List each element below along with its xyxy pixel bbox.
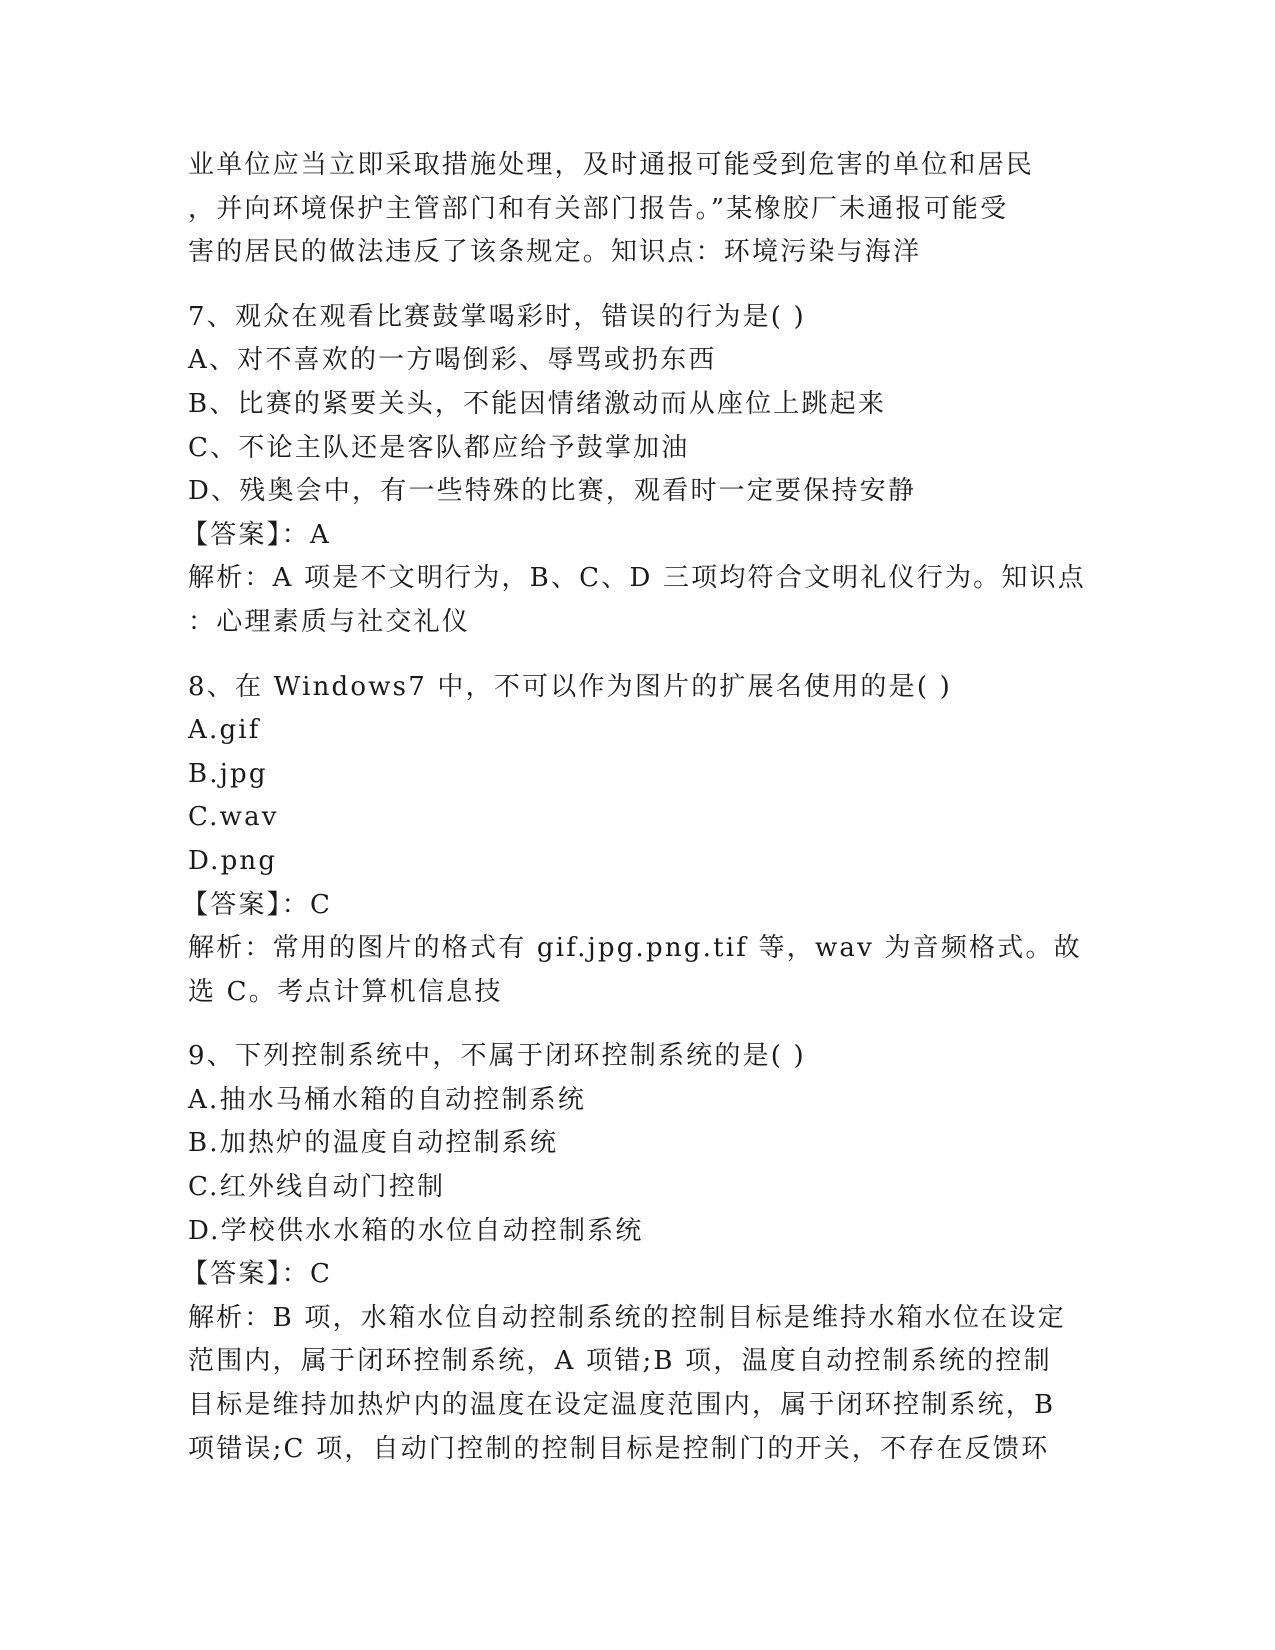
option-a: A.抽水马桶水箱的自动控制系统	[188, 1084, 587, 1115]
option-d: D.学校供水水箱的水位自动控制系统	[188, 1215, 644, 1246]
analysis-line: 解析：B 项，水箱水位自动控制系统的控制目标是维持水箱水位在设定	[188, 1302, 1066, 1333]
analysis-line: 解析：A 项是不文明行为，B、C、D 三项均符合文明礼仪行为。知识点	[188, 563, 1086, 594]
option-d: D、残奥会中，有一些特殊的比赛，观看时一定要保持安静	[188, 476, 917, 507]
answer-line: 【答案】：C	[182, 889, 333, 920]
analysis-line: 选 C。考点计算机信息技	[188, 976, 503, 1007]
option-c: C.wav	[188, 802, 279, 833]
option-b: B、比赛的紧要关头，不能因情绪激动而从座位上跳起来	[188, 388, 887, 419]
analysis-line: ：心理素质与社交礼仪	[188, 606, 471, 637]
option-b: B.加热炉的温度自动控制系统	[188, 1128, 559, 1159]
intro-line: ，并向环境保护主管部门和有关部门报告。”某橡胶厂未通报可能受	[188, 193, 1009, 224]
option-a: A、对不喜欢的一方喝倒彩、辱骂或扔东西	[188, 345, 717, 376]
intro-paragraph	[188, 144, 1088, 275]
question-9	[182, 1035, 1088, 1471]
answer-line: 【答案】：A	[182, 519, 331, 550]
option-b: B.jpg	[188, 758, 268, 789]
option-d: D.png	[188, 845, 278, 876]
option-c: C、不论主队还是客队都应给予鼓掌加油	[188, 432, 690, 463]
question-8	[182, 666, 1088, 1015]
analysis-line: 目标是维持加热炉内的温度在设定温度范围内，属于闭环控制系统，B	[188, 1390, 1056, 1421]
analysis-line: 解析：常用的图片的格式有 gif.jpg.png.tif 等，wav 为音频格式。故	[188, 933, 1082, 964]
intro-line: 业单位应当立即采取措施处理，及时通报可能受到危害的单位和居民	[188, 150, 1035, 180]
option-c: C.红外线自动门控制	[188, 1172, 446, 1203]
document-page	[182, 144, 1088, 1471]
analysis-line: 项错误;C 项，自动门控制的控制目标是控制门的开关，不存在反馈环	[188, 1433, 1050, 1464]
option-a: A.gif	[188, 715, 261, 746]
question-7	[182, 296, 1088, 645]
answer-line: 【答案】：C	[182, 1259, 333, 1290]
question-stem: 7、观众在观看比赛鼓掌喝彩时，错误的行为是( )	[188, 301, 806, 332]
analysis-line: 范围内，属于闭环控制系统，A 项错;B 项，温度自动控制系统的控制	[188, 1346, 1052, 1377]
question-stem: 9、下列控制系统中，不属于闭环控制系统的是( )	[188, 1041, 806, 1072]
question-stem: 8、在 Windows7 中，不可以作为图片的扩展名使用的是( )	[188, 671, 952, 702]
intro-line: 害的居民的做法违反了该条规定。知识点：环境污染与海洋	[188, 237, 922, 268]
